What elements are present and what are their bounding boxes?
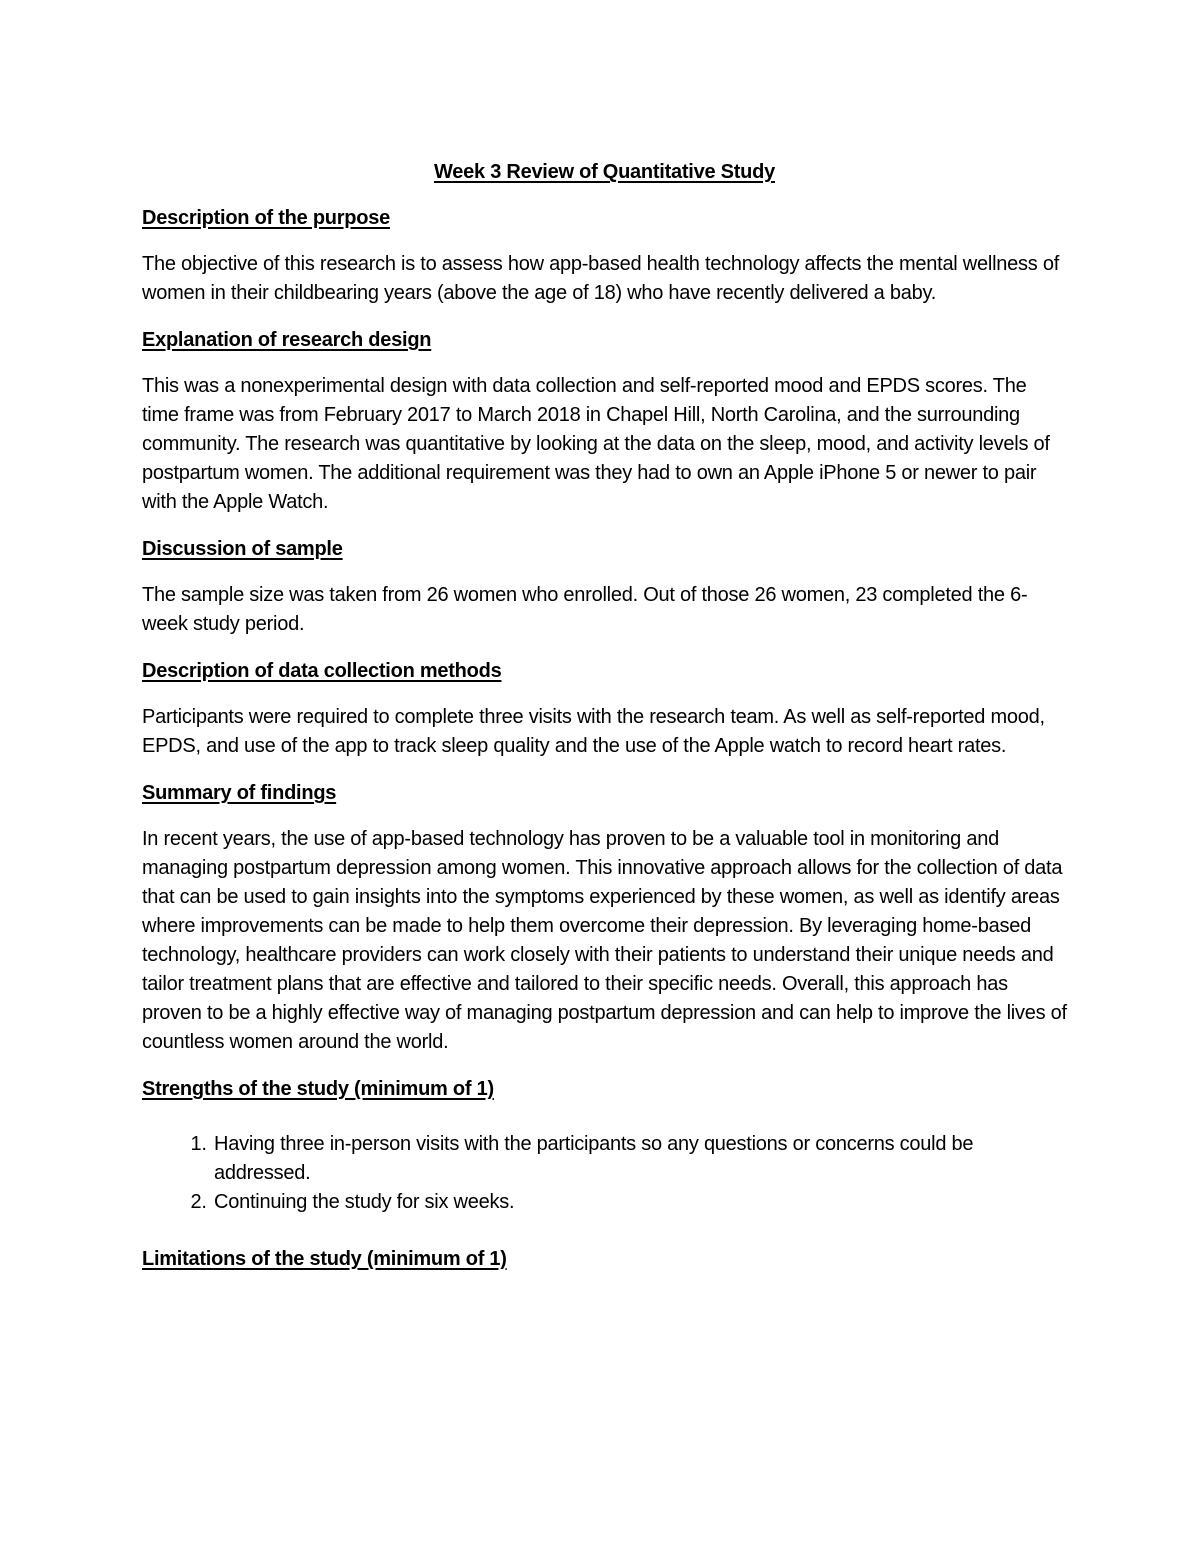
document-title: Week 3 Review of Quantitative Study — [434, 161, 775, 183]
methods-paragraph: Participants were required to complete three visits with the research team. As well as self-reported mood, EPDS, and use of the app to track sleep quality and the use of the Apple watch to record heart rates. — [142, 706, 1045, 757]
purpose-paragraph: The objective of this research is to assess how app-based health technology affects the mental wellness of women in their childbearing years (above the age of 18) who have recently delivered a baby. — [142, 253, 1059, 304]
sample-heading: Discussion of sample — [142, 538, 343, 560]
strengths-list-item: 2. Continuing the study for six weeks. — [212, 1188, 1067, 1217]
design-heading: Explanation of research design — [142, 329, 432, 351]
design-paragraph: This was a nonexperimental design with data collection and self-reported mood and EPDS scores. The time frame was from February 2017 to March 2018 in Chapel Hill, North Carolina, and the surrounding community. The research was quantitative by looking at the data on the sleep, mood, and activity levels of postpartum women. The additional requirement was they had to own an Apple iPhone 5 or newer to pair with the Apple Watch. — [142, 375, 1050, 513]
methods-heading: Description of data collection methods — [142, 660, 502, 682]
sample-paragraph: The sample size was taken from 26 women who enrolled. Out of those 26 women, 23 completed the 6-week study period. — [142, 584, 1028, 635]
findings-heading: Summary of findings — [142, 782, 337, 804]
document-body — [142, 158, 1067, 1291]
findings-paragraph: In recent years, the use of app-based technology has proven to be a valuable tool in monitoring and managing postpartum depression among women. This innovative approach allows for the collection of data that can be used to gain insights into the symptoms experienced by these women, as well as identify areas where improvements can be made to help them overcome their depression. By leveraging home-based technology, healthcare providers can work closely with their patients to understand their unique needs and tailor treatment plans that are effective and tailored to their specific needs. Overall, this approach has proven to be a highly effective way of managing postpartum depression and can help to improve the lives of countless women around the world. — [142, 828, 1067, 1053]
strengths-list — [142, 1130, 1067, 1217]
strengths-heading: Strengths of the study (minimum of 1) — [142, 1078, 494, 1100]
strengths-list-item: 1. Having three in-person visits with the participants so any questions or concerns could be addressed. — [212, 1130, 1067, 1188]
limitations-heading: Limitations of the study (minimum of 1) — [142, 1248, 507, 1270]
purpose-heading: Description of the purpose — [142, 207, 390, 229]
list-spacer — [142, 1121, 1067, 1130]
